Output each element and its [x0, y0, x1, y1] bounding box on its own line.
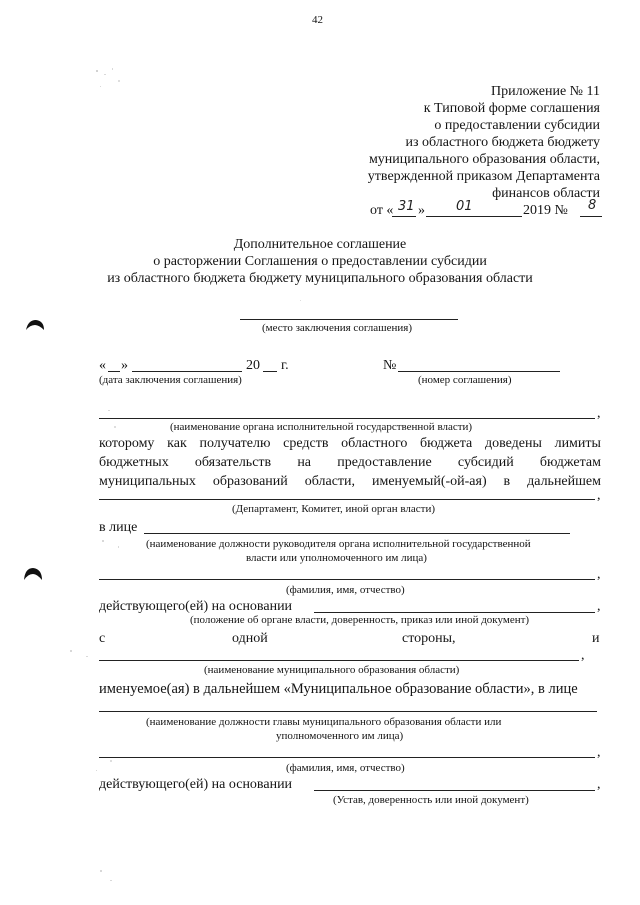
appendix-line: к Типовой форме соглашения [423, 101, 600, 116]
page-number: 42 [312, 14, 323, 26]
handwritten-month: 01 [456, 199, 473, 214]
title-line: Дополнительное соглашение [233, 237, 407, 252]
caption-department: (Департамент, Комитет, иной орган власти) [232, 503, 436, 515]
title-line: о расторжении Соглашения о предоставлении субсидии [153, 254, 487, 269]
place-underline [240, 319, 458, 320]
date-year-number: 2019 № [523, 203, 568, 218]
comma: , [581, 648, 585, 663]
caption-head-position: (наименование должности руководителя органа исполнительной государственной [146, 538, 531, 550]
appendix-line: муниципального образования области, [368, 152, 600, 167]
caption-basis: (Устав, доверенность или иной документ) [333, 794, 529, 806]
date-caption: (дата заключения соглашения) [99, 374, 242, 386]
comma: , [597, 599, 601, 614]
side-word: одной [232, 631, 268, 646]
punch-mark-icon [22, 566, 44, 582]
date-prefix: от « [370, 203, 394, 218]
title-line: из областного бюджета бюджету муниципального образования области [107, 271, 533, 286]
appendix-date-line [370, 198, 610, 222]
comma: , [597, 745, 601, 760]
place-caption: (место заключения соглашения) [262, 322, 412, 334]
acting-label: действующего(ей) на основании [99, 777, 293, 792]
punch-mark-icon [24, 318, 46, 332]
side-word: стороны, [402, 631, 456, 646]
appendix-line: финансов области [492, 186, 600, 201]
appendix-line: о предоставлении субсидии [434, 118, 600, 133]
number-caption: (номер соглашения) [418, 374, 512, 386]
handwritten-day: 31 [398, 199, 415, 214]
comma: , [597, 567, 601, 582]
paragraph-line: бюджетных обязательств на предоставление субсидий бюджетам [99, 455, 601, 470]
year-suffix: г. [281, 358, 289, 373]
year-prefix: 20 [246, 358, 260, 373]
date-close-quote: » [121, 358, 128, 373]
caption-mun-head: (наименование должности главы муниципального образования области или [146, 716, 502, 728]
in-person-label: в лице [99, 520, 138, 535]
number-sign: № [383, 358, 397, 373]
caption-fio: (фамилия, имя, отчество) [286, 762, 405, 774]
appendix-line: утвержденной приказом Департамента [367, 169, 600, 184]
comma: , [597, 488, 601, 503]
comma: , [597, 777, 601, 792]
caption-head-position-cont: власти или уполномоченного им лица) [246, 552, 427, 564]
paragraph-line: которому как получателю средств областного бюджета доведены лимиты [99, 436, 601, 451]
acting-label: действующего(ей) на основании [99, 599, 293, 614]
comma: , [597, 406, 601, 421]
named-municipality: именуемое(ая) в дальнейшем «Муниципальное образование области», в лице [99, 681, 578, 697]
caption-basis: (положение об органе власти, доверенность, приказ или иной документ) [190, 614, 530, 626]
caption-authority: (наименование органа исполнительной государственной власти) [170, 421, 473, 433]
appendix-line: из областного бюджета бюджету [405, 135, 600, 150]
date-mid: » [418, 203, 425, 218]
caption-fio: (фамилия, имя, отчество) [286, 584, 405, 596]
caption-mun-head-cont: уполномоченного им лица) [276, 730, 404, 742]
document-title [0, 236, 640, 287]
caption-municipality: (наименование муниципального образования области) [204, 664, 460, 676]
date-open-quote: « [99, 358, 106, 373]
paragraph-line: муниципальных образований области, именуемый(-ой-ая) в дальнейшем [99, 474, 601, 489]
side-word: с [99, 631, 106, 646]
handwritten-number: 8 [588, 198, 597, 213]
appendix-line: Приложение № 11 [491, 84, 600, 99]
appendix-block [300, 83, 600, 202]
side-word: и [592, 631, 600, 646]
